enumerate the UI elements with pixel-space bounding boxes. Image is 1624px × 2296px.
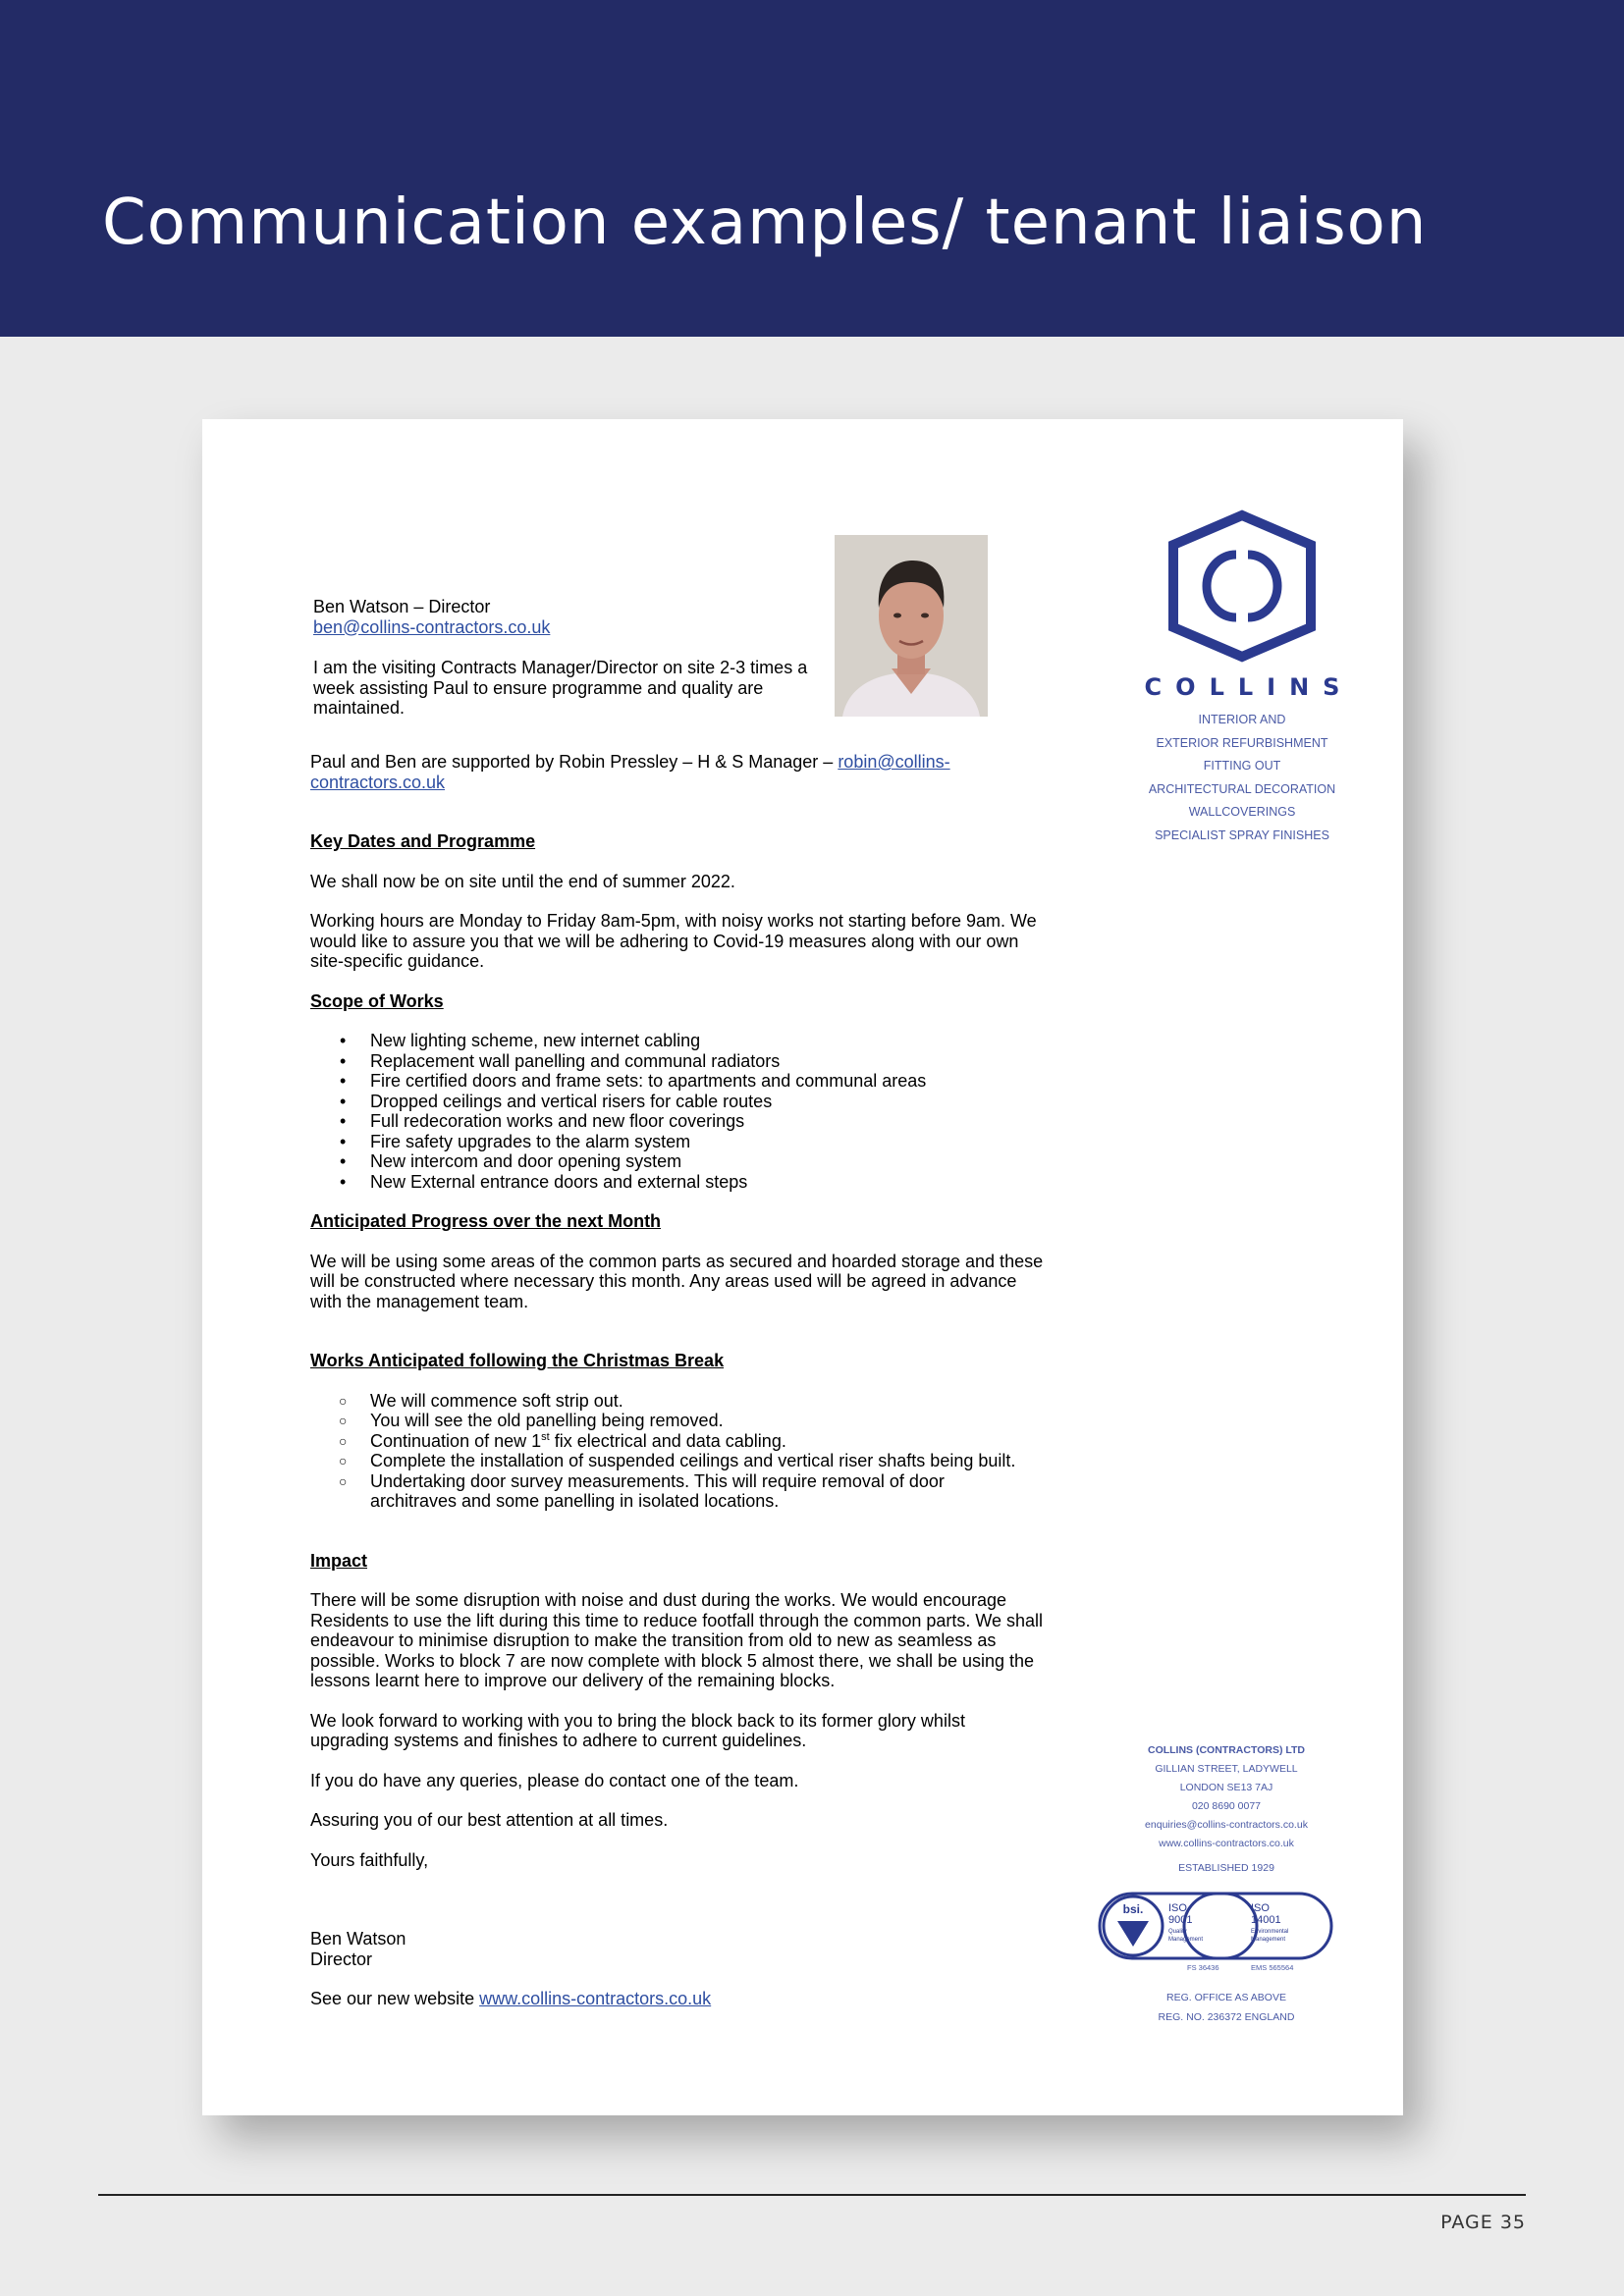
impact-paragraph-4: Assuring you of our best attention at all times. bbox=[310, 1810, 669, 1830]
portrait-image bbox=[835, 535, 988, 717]
robin-email-link[interactable]: robin@collins-contractors.co.uk bbox=[310, 752, 950, 792]
company-web: www.collins-contractors.co.uk bbox=[1159, 1838, 1294, 1849]
iso9001-title: ISO bbox=[1168, 1902, 1187, 1914]
list-item: ○ Continuation of new 1st fix electrical and data cabling. bbox=[310, 1431, 1047, 1452]
company-name: COLLINS (CONTRACTORS) LTD bbox=[1147, 1744, 1305, 1756]
collins-brand bbox=[1119, 507, 1365, 847]
services-list bbox=[1119, 709, 1365, 847]
page-title: Communication examples/ tenant liaison bbox=[102, 187, 1428, 259]
iso9001-number: 9001 bbox=[1168, 1914, 1193, 1926]
established-line: ESTABLISHED 1929 bbox=[1178, 1862, 1274, 1874]
progress-paragraph: We will be using some areas of the common parts as secured and hoarded storage and these will be constructed where necessary this month. Any areas used will be agreed in advance with the management team. bbox=[310, 1251, 1044, 1311]
iso14001-line-1: Environmental bbox=[1251, 1929, 1289, 1935]
cert-code-environmental: EMS 565564 bbox=[1251, 1963, 1294, 1972]
service-item: WALLCOVERINGS bbox=[1188, 805, 1296, 819]
iso14001-title: ISO bbox=[1251, 1902, 1270, 1914]
scope-list bbox=[310, 1031, 958, 1192]
list-item: • Fire certified doors and frame sets: to apartments and communal areas bbox=[310, 1071, 958, 1092]
service-item: FITTING OUT bbox=[1203, 759, 1281, 773]
iso9001-line-1: Quality bbox=[1168, 1929, 1187, 1935]
scope-heading: Scope of Works bbox=[310, 990, 444, 1011]
list-item: • New intercom and door opening system bbox=[310, 1151, 958, 1172]
company-details bbox=[1104, 1741, 1349, 1878]
christmas-heading: Works Anticipated following the Christmas Break bbox=[310, 1351, 725, 1370]
company-address-2: LONDON SE13 7AJ bbox=[1179, 1782, 1273, 1793]
list-item: • Full redecoration works and new floor coverings bbox=[310, 1111, 958, 1132]
brand-name: COLLINS bbox=[1144, 673, 1354, 701]
key-dates-paragraph-1: We shall now be on site until the end of summer 2022. bbox=[310, 871, 735, 891]
reg-office: REG. OFFICE AS ABOVE bbox=[1166, 1992, 1286, 2003]
bsi-kitemark-icon bbox=[1117, 1921, 1149, 1947]
header-banner bbox=[0, 0, 1624, 337]
salutation: Yours faithfully, bbox=[310, 1849, 429, 1870]
iso9001-line-2: Management bbox=[1168, 1937, 1204, 1943]
service-item: ARCHITECTURAL DECORATION bbox=[1148, 781, 1336, 796]
list-item: • Fire safety upgrades to the alarm system bbox=[310, 1132, 958, 1152]
list-item: ○ Undertaking door survey measurements. This will require removal of door architraves and some panelling in isolated locations. bbox=[310, 1471, 1026, 1512]
footer-divider bbox=[98, 2194, 1526, 2196]
christmas-list bbox=[310, 1391, 1047, 1512]
impact-paragraph-2: We look forward to working with you to bring the block back to its former glory whilst upgrading systems and finishes to adhere to current guidelines. bbox=[310, 1710, 965, 1750]
intro-block bbox=[313, 597, 824, 719]
iso14001-line-2: Management bbox=[1251, 1937, 1286, 1943]
collins-logo bbox=[1164, 507, 1321, 665]
author-description: I am the visiting Contracts Manager/Director on site 2-3 times a week assisting Paul to ensure programme and quality are maintained. bbox=[313, 658, 808, 718]
key-dates-paragraph-2: Working hours are Monday to Friday 8am-5pm, with noisy works not starting before 9am. We would like to assure you that we will be adhering to Covid-19 measures along with our own site-specific guidance. bbox=[310, 911, 1037, 971]
author-line: Ben Watson – Director bbox=[313, 597, 491, 616]
support-paragraph: Paul and Ben are supported by Robin Pressley – H & S Manager – robin@collins-contractors.co.uk bbox=[310, 752, 950, 792]
company-phone: 020 8690 0077 bbox=[1191, 1800, 1262, 1812]
page-number: PAGE 35 bbox=[1440, 2212, 1526, 2233]
director-photo bbox=[835, 535, 988, 717]
author-email-link[interactable]: ben@collins-contractors.co.uk bbox=[313, 616, 551, 637]
impact-paragraph-3: If you do have any queries, please do contact one of the team. bbox=[310, 1770, 799, 1790]
letter-document bbox=[202, 419, 1403, 2115]
service-item: SPECIALIST SPRAY FINISHES bbox=[1155, 828, 1329, 842]
registration-details bbox=[1104, 1988, 1349, 2027]
list-item: ○ We will commence soft strip out. bbox=[310, 1391, 1047, 1412]
impact-paragraph-1: There will be some disruption with noise and dust during the works. We would encourage Residents to use the lift during this time to reduce footfall through the common parts. We shall endeavour to minimise disruption to make the transition from old to new as seamless as possible. Works to block 7 are now complete with block 5 almost there, we shall be using the lessons learnt here to improve our delivery of the remaining blocks. bbox=[310, 1590, 1044, 1690]
service-item: INTERIOR AND bbox=[1198, 713, 1286, 726]
website-link[interactable]: www.collins-contractors.co.uk bbox=[479, 1989, 712, 2008]
list-item: • Dropped ceilings and vertical risers for cable routes bbox=[310, 1092, 958, 1112]
bsi-label: bsi. bbox=[1122, 1902, 1144, 1916]
list-item: ○ You will see the old panelling being removed. bbox=[310, 1411, 1047, 1431]
impact-heading: Impact bbox=[310, 1550, 368, 1571]
signature-title: Director bbox=[310, 1949, 373, 1969]
reg-number: REG. NO. 236372 ENGLAND bbox=[1158, 2011, 1295, 2023]
service-item: EXTERIOR REFURBISHMENT bbox=[1156, 735, 1328, 750]
list-item: • New External entrance doors and external steps bbox=[310, 1172, 958, 1193]
company-address-1: GILLIAN STREET, LADYWELL bbox=[1155, 1763, 1298, 1775]
list-item: • Replacement wall panelling and communal radiators bbox=[310, 1051, 958, 1072]
progress-heading: Anticipated Progress over the next Month bbox=[310, 1211, 662, 1231]
iso-certification-badges bbox=[1098, 1892, 1333, 1960]
iso14001-number: 14001 bbox=[1251, 1914, 1281, 1926]
website-line: See our new website www.collins-contractors.co.uk bbox=[310, 1989, 712, 2008]
list-item: • New lighting scheme, new internet cabling bbox=[310, 1031, 958, 1051]
company-email: enquiries@collins-contractors.co.uk bbox=[1145, 1819, 1308, 1831]
cert-code-quality: FS 36436 bbox=[1187, 1963, 1219, 1972]
signature-name: Ben Watson bbox=[310, 1929, 406, 1949]
key-dates-heading: Key Dates and Programme bbox=[310, 831, 536, 851]
list-item: ○ Complete the installation of suspended ceilings and vertical riser shafts being built. bbox=[310, 1451, 1047, 1471]
main-flow bbox=[310, 752, 1044, 2009]
